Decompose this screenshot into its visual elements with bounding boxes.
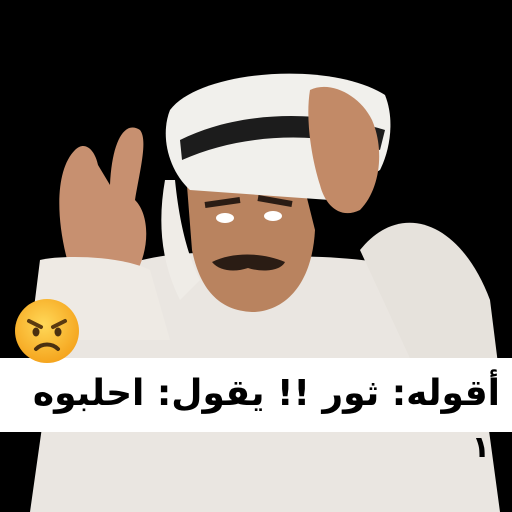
angry-face-icon	[12, 296, 82, 366]
eye-right	[264, 211, 282, 221]
caption-text: أقوله: ثور !! يقول: احلبوه	[32, 373, 500, 414]
eye-left	[216, 213, 234, 223]
caption-tail-text: ١	[471, 430, 490, 465]
